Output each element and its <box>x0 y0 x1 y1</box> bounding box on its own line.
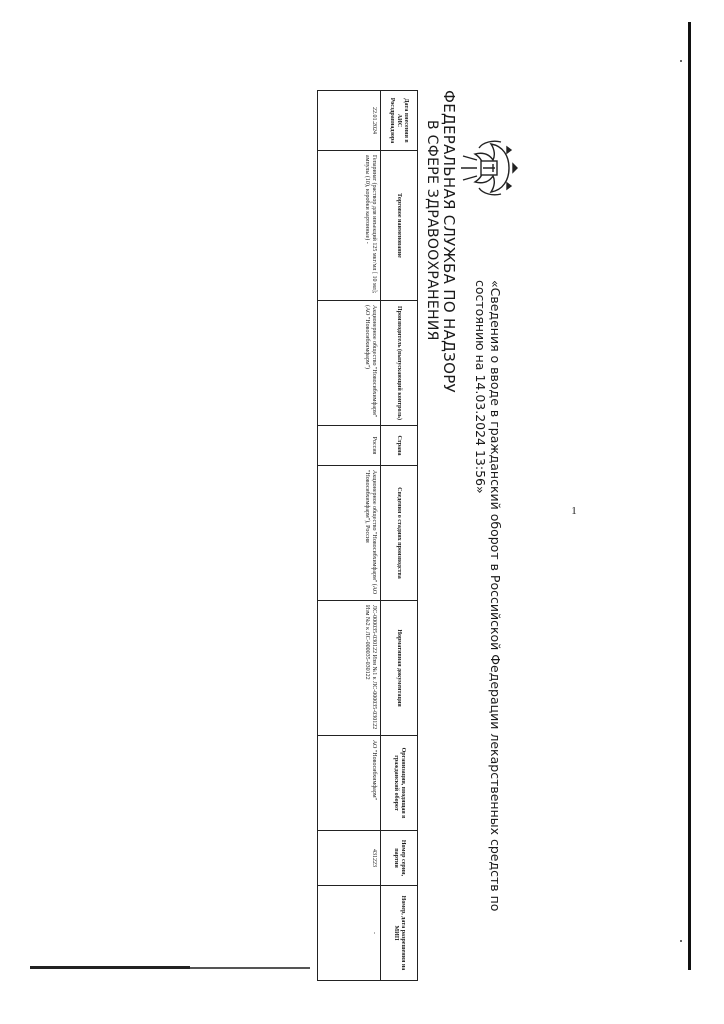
page-number: 1 <box>571 504 577 517</box>
cell-batch-number: 431223 <box>318 831 381 886</box>
column-header: Организация, вводящая в гражданский оборот <box>381 736 418 831</box>
column-header: Нормативная документация <box>381 601 418 736</box>
column-header: Производитель (выпускающий контроль) <box>381 301 418 426</box>
column-header: Дата внесения в АИС Росздравнадзора <box>381 91 418 151</box>
scan-edge-bottom <box>30 966 190 969</box>
medicines-register-table <box>317 90 418 981</box>
rotated-document-page <box>328 60 708 980</box>
column-header: Страна <box>381 426 418 466</box>
column-header: Сведения о стадиях производства <box>381 466 418 601</box>
cell-country: Россия <box>318 426 381 466</box>
column-header: Номер серии, партии <box>381 831 418 886</box>
cell-trade-name: Гепаринат (раствор для инъекций 125 мкг/мл [ 10 мл]; ампулы (10), коробки картонные) - <box>318 151 381 301</box>
document-heading: «Сведения о вводе в гражданский оборот в Российской Федерации лекарственных средств по состоянию на 14.03.2024 13:56» <box>473 280 503 912</box>
agency-name-line-2: В СФЕРЕ ЗДРАВООХРАНЕНИЯ <box>424 120 440 341</box>
agency-name-line-1: ФЕДЕРАЛЬНАЯ СЛУЖБА ПО НАДЗОРУ <box>440 90 458 393</box>
column-header: Торговое наименование <box>381 151 418 301</box>
cell-normative-docs: ЛС-000035-030122 Изм №1 к ЛС-000035-030122 Изм №2 к ЛС-000035-030122 <box>318 601 381 736</box>
column-header: Номер, дата разрешения на МИП <box>381 886 418 981</box>
cell-production-stages: Акционерное общество "Новосибхимфарм" (АО "Новосибхимфарм"), Россия <box>318 466 381 601</box>
table-header-row <box>381 91 418 981</box>
scan-edge-bottom-light <box>190 967 310 969</box>
table-row <box>318 91 381 981</box>
cell-permit: - <box>318 886 381 981</box>
cell-organization: АО "Новосибхимфарм" <box>318 736 381 831</box>
double-headed-eagle-emblem-icon <box>457 138 523 198</box>
cell-date: 22.01.2024 <box>318 91 381 151</box>
cell-manufacturer: Акционерное общество "Новосибхимфарм" (АО "Новосибхимфарм") <box>318 301 381 426</box>
